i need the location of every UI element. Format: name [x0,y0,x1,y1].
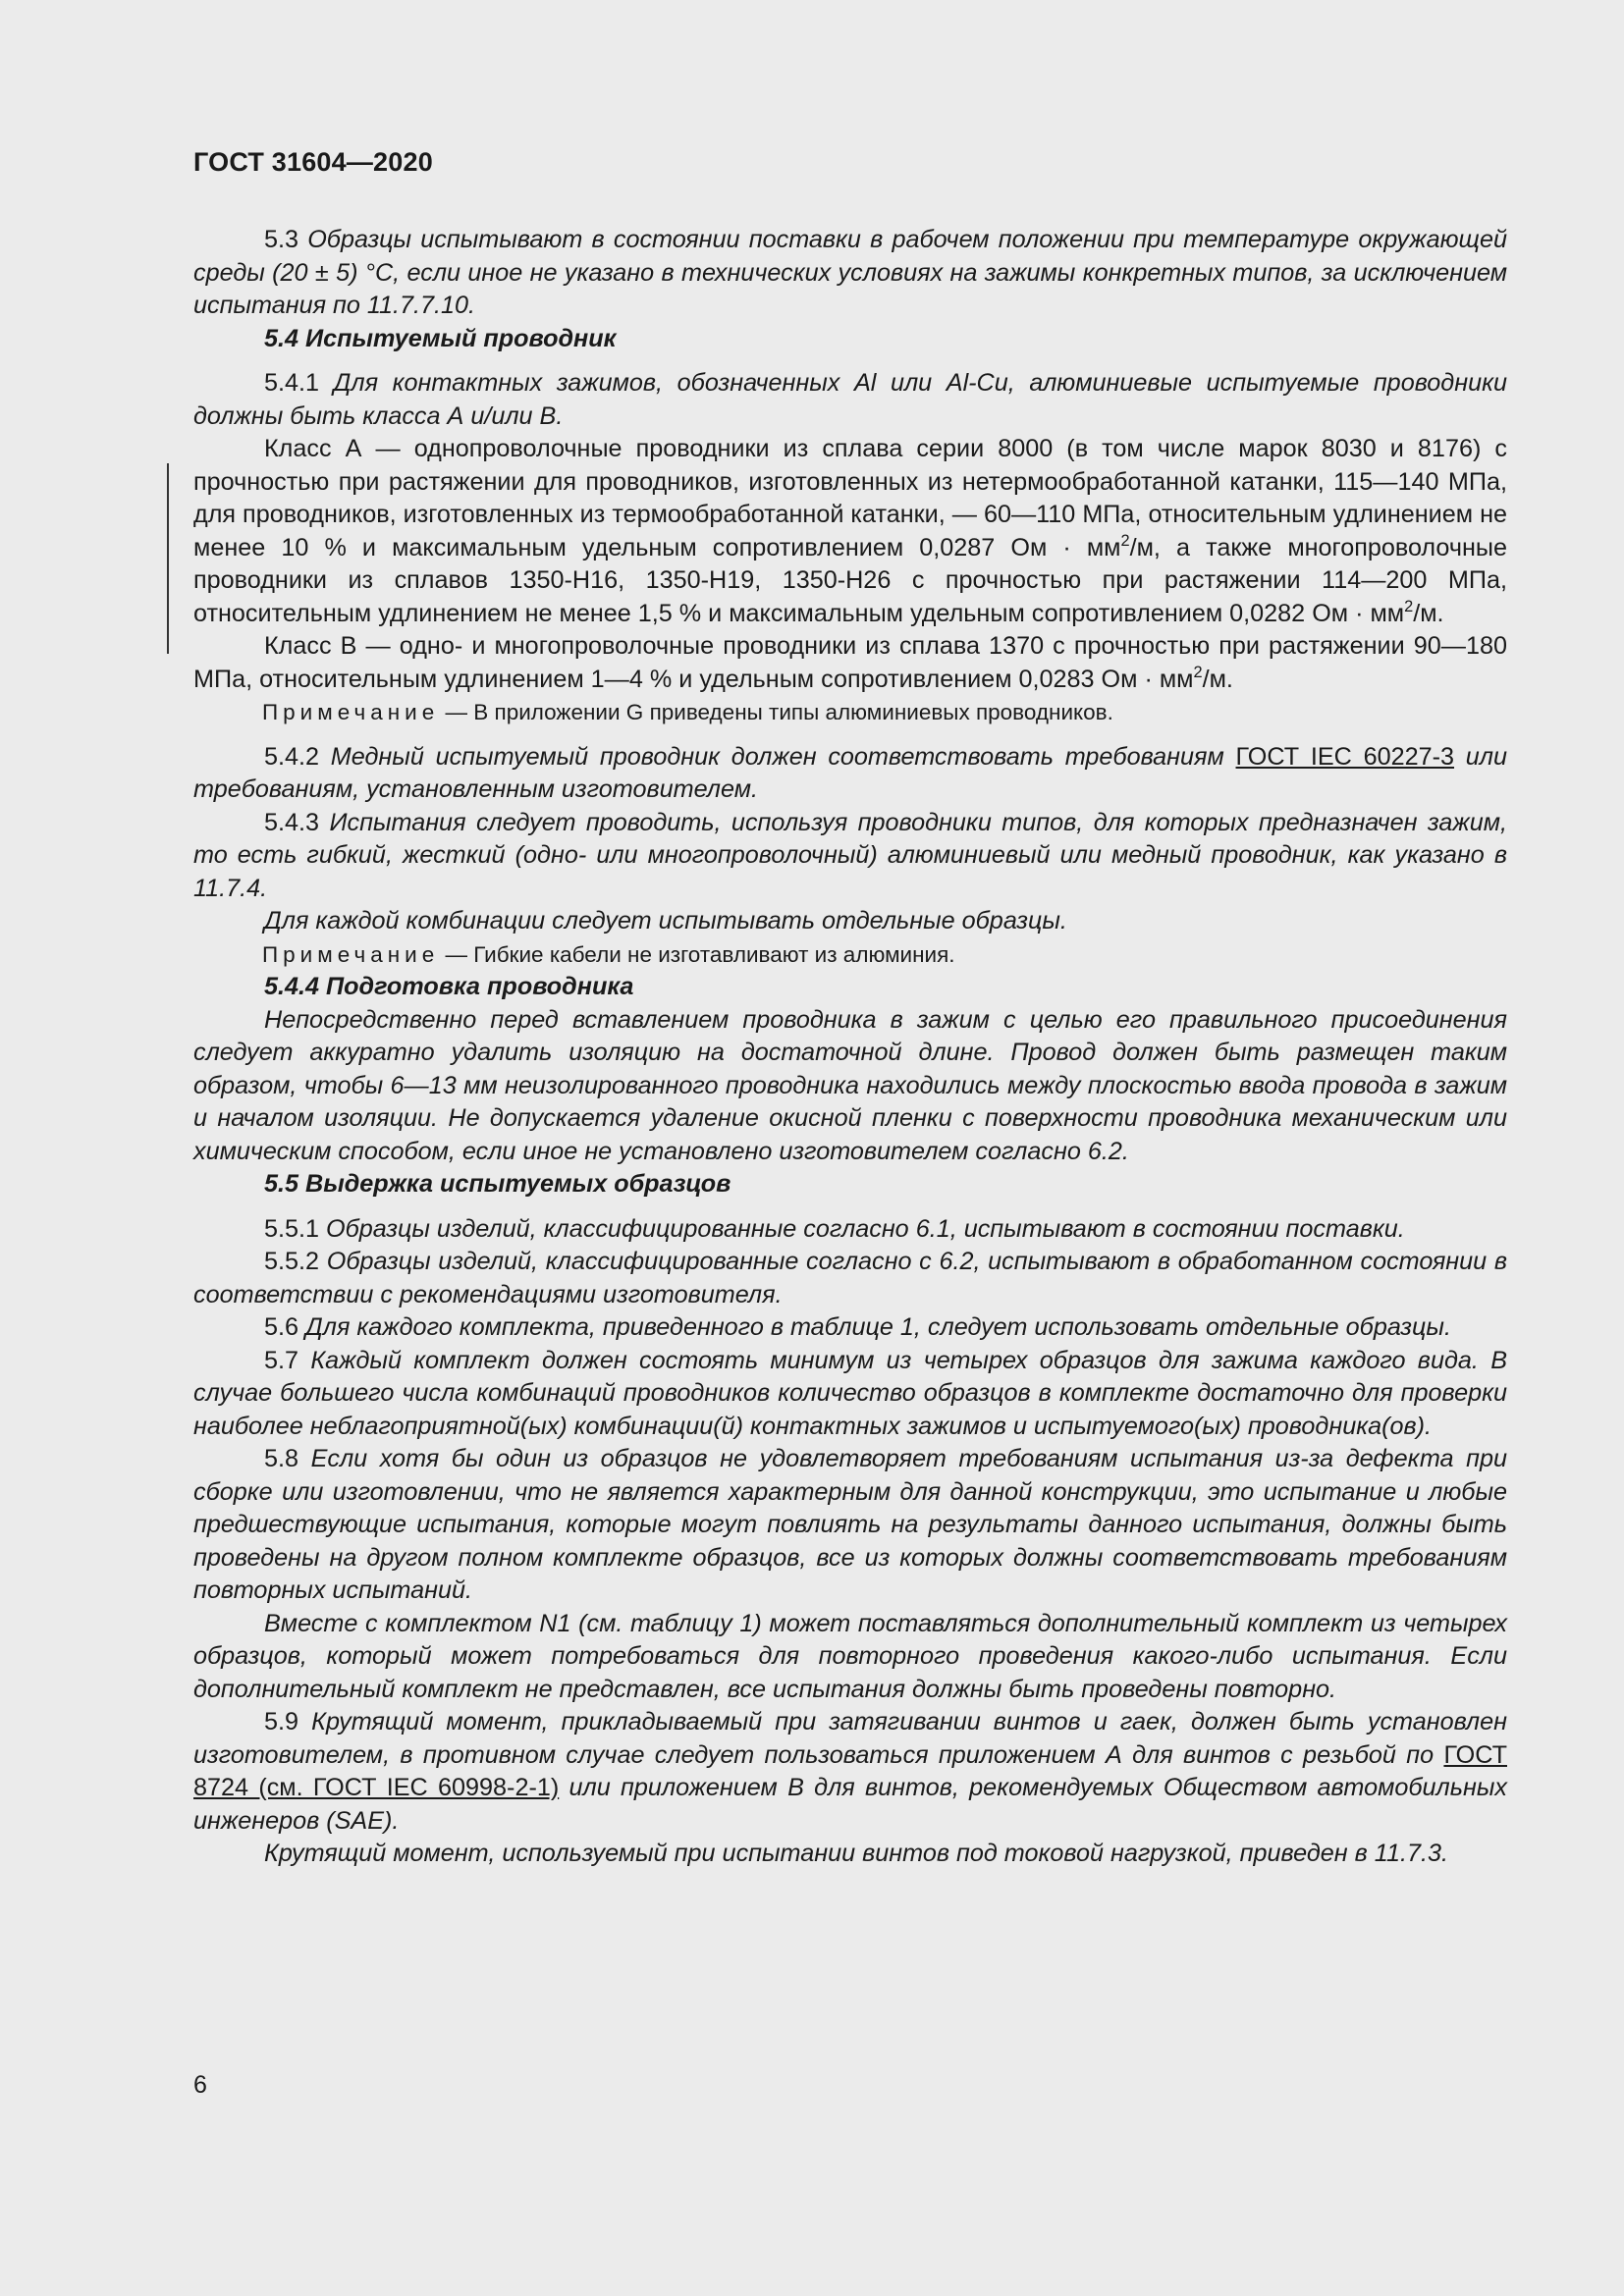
paragraph-5-5-2: 5.5.2 Образцы изделий, классифицированные согласно с 6.2, испытывают в обработанном состоянии в соответствии с рекомендациями изготовителя. [193,1248,1508,1308]
note-label: Примечание [262,941,440,967]
paragraph-5-5-1: 5.5.1 Образцы изделий, классифицированные согласно 6.1, испытывают в состоянии поставки. [264,1214,1405,1243]
paragraph-5-8-b: Вместе с комплектом N1 (см. таблицу 1) может поставляться дополнительный комплект из четырех образцов, который может потребоваться для повторного проведения какого-либо испытания. Если дополнительный комплект не представлен, все испытания должны быть проведены повторно. [193,1609,1507,1703]
paragraph-5-6: 5.6 Для каждого комплекта, приведенного в таблице 1, следует использовать отдельные образцы. [264,1313,1451,1341]
paragraph-5-4-3-b: Для каждой комбинации следует испытывать отдельные образцы. [264,907,1067,934]
paragraph-5-7: 5.7 Каждый комплект должен состоять минимум из четырех образцов для зажима каждого вида. В случае большего числа комбинаций проводников количество образцов в комплекте достаточно для проверки наиболее неблагоприятной(ых) комбинации(й) контактных зажимов и испытуемого(ых) проводника(ов). [193,1346,1507,1440]
note-2: Примечание — Гибкие кабели не изготавливают из алюминия. [262,941,955,967]
paragraph-5-4-2: 5.4.2 Медный испытуемый проводник должен соответствовать требованиям ГОСТ IEC 60227-3 или требованиям, установленным изготовителем. [193,742,1507,803]
paragraph-5-4-4: Непосредственно перед вставлением проводника в зажим с целью его правильного присоединения следует аккуратно удалить изоляцию на достаточной длине. Провод должен быть размещен таким образом, чтобы 6—13 мм неизолированного проводника находились между плоскостью ввода провода в зажим и началом изоляции. Не допускается удаление окисной пленки с поверхности проводника механическим или химическим способом, если иное не установлено изготовителем согласно 6.2. [193,1005,1507,1165]
standard-reference-link[interactable]: ГОСТ IEC 60227-3 [1235,742,1455,771]
paragraph-5-4-1: 5.4.1 Для контактных зажимов, обозначенных Al или Al-Cu, алюминиевые испытуемые проводники должны быть класса А и/или В. [193,369,1507,430]
section-heading-5-4-4: 5.4.4 Подготовка проводника [264,973,634,1000]
paragraph-5-9-b: Крутящий момент, используемый при испытании винтов под токовой нагрузкой, приведен в 11.7.3. [264,1840,1448,1867]
paragraph-5-3: 5.3 Образцы испытывают в состоянии поставки в рабочем положении при температуре окружающей среды (20 ± 5) °С, если иное не указано в технических условиях на зажимы конкретных типов, за исключением испытания по 11.7.7.10. [193,226,1507,319]
paragraph-5-4-3: 5.4.3 Испытания следует проводить, используя проводники типов, для которых предназначен зажим, то есть гибкий, жесткий (одно- или многопроволочный) алюминиевый или медный проводник, как указано в 11.7.4. [193,808,1508,902]
section-heading-5-5: 5.5 Выдержка испытуемых образцов [264,1170,731,1198]
document-body [193,224,1507,1871]
note-label: Примечание [262,700,440,724]
standard-reference-link[interactable]: ГОСТ 8724 (см. ГОСТ IEC 60998-2-1) [193,1740,1507,1801]
paragraph-class-a: Класс А — однопроволочные проводники из сплава серии 8000 (в том числе марок 8030 и 8176) с прочностью при растяжении для проводников, изготовленных из нетермообработанной катанки, 115—140 МПа, для проводников, изготовленных из термообработанной катанки, — 60—110 МПа, относительным удлинением не менее 10 % и максимальным удельным сопротивлением 0,0287 Ом · $мм^2/м$, а также многопроволочные проводники из сплавов 1350-Н16, 1350-Н19, 1350-Н26 с прочностью при растяжении 114—200 МПа, относительным удлинением не менее 1,5 % и максимальным удельным сопротивлением 0,0282 Ом · $мм^2/м$. [193,435,1507,627]
note-1: Примечание — В приложении G приведены типы алюминиевых проводников. [262,700,1113,724]
document-header: ГОСТ 31604—2020 [193,147,433,177]
section-heading-5-4: 5.4 Испытуемый проводник [264,324,617,352]
paragraph-5-8: 5.8 Если хотя бы один из образцов не удовлетворяет требованиям испытания из-за дефекта при сборке или изготовлении, что не является характерным для данной конструкции, это испытание и любые предшествующие испытания, которые могут повлиять на результаты данного испытания, должны быть проведены на другом полном комплекте образцов, все из которых должны соответствовать требованиям повторных испытаний. [193,1445,1507,1604]
page-number: 6 [193,2071,207,2099]
change-bar [167,463,169,654]
paragraph-class-b: Класс В — одно- и многопроволочные проводники из сплава 1370 с прочностью при растяжении 90—180 МПа, относительным удлинением 1—4 % и удельным сопротивлением 0,0283 Ом · $мм^2/м$. [193,632,1507,693]
paragraph-5-9: 5.9 Крутящий момент, прикладываемый при затягивании винтов и гаек, должен быть установлен изготовителем, в противном случае следует пользоваться приложением А для винтов с резьбой по ГОСТ 8724 (см. ГОСТ IEC 60998-2-1) или приложением В для винтов, рекомендуемых Обществом автомобильных инженеров (SAE). [193,1708,1507,1835]
